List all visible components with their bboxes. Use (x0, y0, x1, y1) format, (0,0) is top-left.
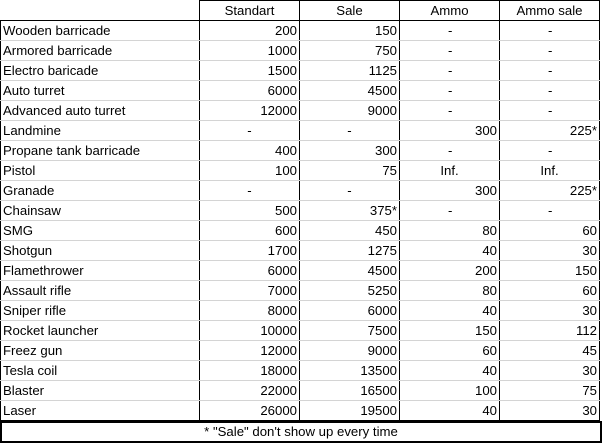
header-cell-sale[interactable]: Sale (300, 1, 400, 21)
sale-price-cell[interactable]: 6000 (300, 301, 400, 321)
ammo-sale-price-cell[interactable]: 112 (500, 321, 600, 341)
ammo-price-cell[interactable]: 80 (400, 221, 500, 241)
item-name-cell[interactable]: Freez gun (1, 341, 200, 361)
table-row (1, 61, 600, 81)
item-name-cell[interactable]: Shotgun (1, 241, 200, 261)
item-name-cell[interactable]: Armored barricade (1, 41, 200, 61)
sale-price-cell[interactable]: 1275 (300, 241, 400, 261)
standart-price-cell[interactable]: 12000 (200, 101, 300, 121)
ammo-price-cell[interactable]: - (400, 101, 500, 121)
sale-price-cell[interactable]: 4500 (300, 81, 400, 101)
table-row (1, 201, 600, 221)
table-row (1, 381, 600, 401)
sale-price-cell[interactable]: 1125 (300, 61, 400, 81)
header-cell-ammo[interactable]: Ammo (400, 1, 500, 21)
item-name-cell[interactable]: Laser (1, 401, 200, 421)
table-row (1, 101, 600, 121)
ammo-price-cell[interactable]: - (400, 41, 500, 61)
ammo-sale-price-cell[interactable]: - (500, 81, 600, 101)
item-name-cell[interactable]: Pistol (1, 161, 200, 181)
standart-price-cell[interactable]: 12000 (200, 341, 300, 361)
sale-price-cell[interactable]: 16500 (300, 381, 400, 401)
table-row (1, 181, 600, 201)
table-row (1, 261, 600, 281)
item-name-cell[interactable]: Granade (1, 181, 200, 201)
ammo-sale-price-cell[interactable]: 225* (500, 121, 600, 141)
item-name-cell[interactable]: Rocket launcher (1, 321, 200, 341)
ammo-price-cell[interactable]: 300 (400, 181, 500, 201)
header-cell-ammo-sale[interactable]: Ammo sale (500, 1, 600, 21)
ammo-sale-price-cell[interactable]: 30 (500, 241, 600, 261)
ammo-sale-price-cell[interactable]: 225* (500, 181, 600, 201)
table-row (1, 241, 600, 261)
item-name-cell[interactable]: Chainsaw (1, 201, 200, 221)
sale-price-cell[interactable]: 4500 (300, 261, 400, 281)
ammo-price-cell[interactable]: 40 (400, 241, 500, 261)
ammo-price-cell[interactable]: - (400, 201, 500, 221)
item-name-cell[interactable]: Sniper rifle (1, 301, 200, 321)
table-row (1, 401, 600, 421)
standart-price-cell[interactable]: 400 (200, 141, 300, 161)
standart-price-cell[interactable]: 6000 (200, 81, 300, 101)
ammo-price-cell[interactable]: Inf. (400, 161, 500, 181)
table-row (1, 81, 600, 101)
table-row (1, 301, 600, 321)
table-row (1, 41, 600, 61)
table-row (1, 121, 600, 141)
ammo-sale-price-cell[interactable]: 30 (500, 401, 600, 421)
standart-price-cell[interactable]: - (200, 121, 300, 141)
table-row (1, 321, 600, 341)
ammo-price-cell[interactable]: 300 (400, 121, 500, 141)
header-row (1, 1, 600, 21)
sale-price-cell[interactable]: 13500 (300, 361, 400, 381)
sale-price-cell[interactable]: 75 (300, 161, 400, 181)
ammo-sale-price-cell[interactable]: - (500, 201, 600, 221)
ammo-sale-price-cell[interactable]: - (500, 41, 600, 61)
standart-price-cell[interactable]: 1700 (200, 241, 300, 261)
table-row (1, 161, 600, 181)
table-row (1, 361, 600, 381)
ammo-sale-price-cell[interactable]: - (500, 61, 600, 81)
sale-price-cell[interactable]: 750 (300, 41, 400, 61)
item-name-cell[interactable]: Advanced auto turret (1, 101, 200, 121)
ammo-price-cell[interactable]: - (400, 81, 500, 101)
item-name-cell[interactable]: Assault rifle (1, 281, 200, 301)
ammo-sale-price-cell[interactable]: 45 (500, 341, 600, 361)
ammo-price-cell[interactable]: 60 (400, 341, 500, 361)
ammo-price-cell[interactable]: 40 (400, 361, 500, 381)
table-row (1, 141, 600, 161)
ammo-price-cell[interactable]: 150 (400, 321, 500, 341)
ammo-price-cell[interactable]: 40 (400, 301, 500, 321)
ammo-price-cell[interactable]: - (400, 141, 500, 161)
item-name-cell[interactable]: Electro baricade (1, 61, 200, 81)
ammo-sale-price-cell[interactable]: - (500, 141, 600, 161)
ammo-sale-price-cell[interactable]: - (500, 21, 600, 41)
sale-price-cell[interactable]: 7500 (300, 321, 400, 341)
item-name-cell[interactable]: Landmine (1, 121, 200, 141)
standart-price-cell[interactable]: 10000 (200, 321, 300, 341)
sale-price-cell[interactable]: - (300, 181, 400, 201)
standart-price-cell[interactable]: 1500 (200, 61, 300, 81)
table-row (1, 341, 600, 361)
table-row (1, 281, 600, 301)
standart-price-cell[interactable]: 200 (200, 21, 300, 41)
standart-price-cell[interactable]: 26000 (200, 401, 300, 421)
item-name-cell[interactable]: Blaster (1, 381, 200, 401)
ammo-sale-price-cell[interactable]: 30 (500, 301, 600, 321)
sale-price-cell[interactable]: 5250 (300, 281, 400, 301)
header-cell-item[interactable] (1, 1, 200, 21)
item-name-cell[interactable]: Wooden barricade (1, 21, 200, 41)
table-row (1, 21, 600, 41)
sale-price-cell[interactable]: 9000 (300, 341, 400, 361)
ammo-sale-price-cell[interactable]: 150 (500, 261, 600, 281)
sale-price-cell[interactable]: 9000 (300, 101, 400, 121)
sale-price-cell[interactable]: 300 (300, 141, 400, 161)
item-name-cell[interactable]: Propane tank barricade (1, 141, 200, 161)
standart-price-cell[interactable]: 8000 (200, 301, 300, 321)
item-name-cell[interactable]: Auto turret (1, 81, 200, 101)
ammo-sale-price-cell[interactable]: 60 (500, 221, 600, 241)
item-name-cell[interactable]: Tesla coil (1, 361, 200, 381)
standart-price-cell[interactable]: 1000 (200, 41, 300, 61)
sale-price-cell[interactable]: 150 (300, 21, 400, 41)
standart-price-cell[interactable]: 7000 (200, 281, 300, 301)
sale-price-cell[interactable]: 375* (300, 201, 400, 221)
ammo-sale-price-cell[interactable]: Inf. (500, 161, 600, 181)
standart-price-cell[interactable]: 500 (200, 201, 300, 221)
footnote[interactable]: * "Sale" don't show up every time (0, 421, 602, 443)
ammo-price-cell[interactable]: 100 (400, 381, 500, 401)
sale-price-cell[interactable]: - (300, 121, 400, 141)
item-name-cell[interactable]: SMG (1, 221, 200, 241)
ammo-sale-price-cell[interactable]: - (500, 101, 600, 121)
standart-price-cell[interactable]: - (200, 181, 300, 201)
standart-price-cell[interactable]: 100 (200, 161, 300, 181)
ammo-price-cell[interactable]: 200 (400, 261, 500, 281)
table-row (1, 221, 600, 241)
standart-price-cell[interactable]: 600 (200, 221, 300, 241)
sale-price-cell[interactable]: 450 (300, 221, 400, 241)
sale-price-cell[interactable]: 19500 (300, 401, 400, 421)
item-name-cell[interactable]: Flamethrower (1, 261, 200, 281)
header-cell-standart[interactable]: Standart (200, 1, 300, 21)
standart-price-cell[interactable]: 22000 (200, 381, 300, 401)
ammo-price-cell[interactable]: - (400, 21, 500, 41)
ammo-sale-price-cell[interactable]: 75 (500, 381, 600, 401)
ammo-price-cell[interactable]: - (400, 61, 500, 81)
standart-price-cell[interactable]: 6000 (200, 261, 300, 281)
standart-price-cell[interactable]: 18000 (200, 361, 300, 381)
ammo-price-cell[interactable]: 80 (400, 281, 500, 301)
ammo-price-cell[interactable]: 40 (400, 401, 500, 421)
ammo-sale-price-cell[interactable]: 60 (500, 281, 600, 301)
ammo-sale-price-cell[interactable]: 30 (500, 361, 600, 381)
